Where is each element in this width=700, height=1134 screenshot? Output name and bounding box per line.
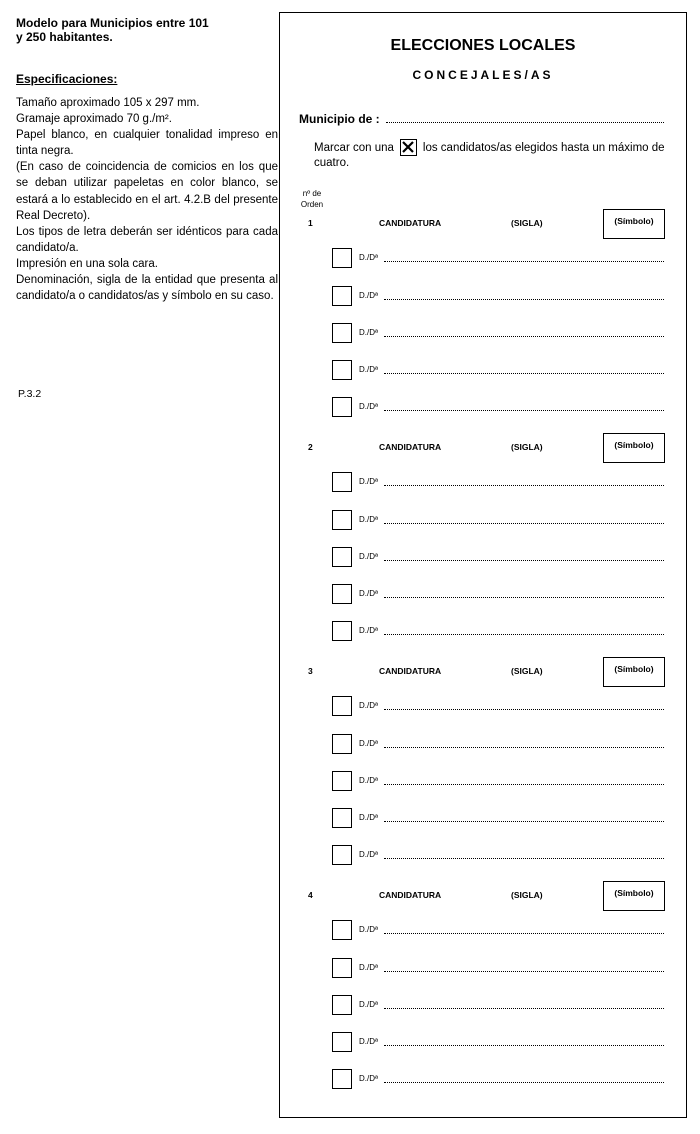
candidatura-group-4 — [280, 881, 686, 1101]
candidate-row — [332, 323, 665, 343]
order-header-line: Orden — [300, 200, 324, 209]
candidate-checkbox[interactable] — [332, 696, 352, 716]
candidatura-label: CANDIDATURA — [379, 218, 442, 228]
candidate-label: D./Dª — [359, 365, 378, 374]
candidatura-label: CANDIDATURA — [379, 442, 442, 452]
sigla-label: (SIGLA) — [511, 218, 543, 228]
candidate-checkbox[interactable] — [332, 360, 352, 380]
candidate-checkbox[interactable] — [332, 995, 352, 1015]
spec-paragraph: Gramaje aproximado 70 g./m². — [16, 113, 172, 126]
candidate-name-line — [384, 933, 664, 934]
model-title: Modelo para Municipios entre 101 y 250 habitantes. — [16, 16, 209, 44]
candidate-name-line — [384, 1008, 664, 1009]
order-header-line: nº de — [302, 189, 322, 198]
marking-instruction — [314, 139, 684, 170]
candidate-label: D./Dª — [359, 739, 378, 748]
candidate-name-line — [384, 373, 664, 374]
candidate-row — [332, 472, 665, 492]
x-mark-icon — [400, 139, 417, 156]
candidatura-group-2 — [280, 433, 686, 653]
candidate-label: D./Dª — [359, 776, 378, 785]
symbol-box: (Símbolo) — [603, 657, 665, 687]
candidatura-group-3 — [280, 657, 686, 877]
sigla-label: (SIGLA) — [511, 442, 543, 452]
candidate-row — [332, 547, 665, 567]
spec-paragraph: Papel blanco, en cualquier tonalidad impreso en tinta negra. — [16, 129, 278, 158]
candidate-checkbox[interactable] — [332, 920, 352, 940]
candidate-checkbox[interactable] — [332, 808, 352, 828]
candidate-label: D./Dª — [359, 328, 378, 337]
candidate-label: D./Dª — [359, 1037, 378, 1046]
candidate-label: D./Dª — [359, 813, 378, 822]
candidate-row — [332, 286, 665, 306]
candidate-checkbox[interactable] — [332, 584, 352, 604]
candidate-checkbox[interactable] — [332, 958, 352, 978]
spec-paragraph: (En caso de coincidencia de comicios en los que se deban utilizar papeletas en color blanco, se estará a lo establecido en el art. 4.2.B del presente Real Decreto). — [16, 161, 278, 222]
specifications-heading: Especificaciones: — [16, 72, 118, 86]
candidate-name-line — [384, 485, 664, 486]
candidate-checkbox[interactable] — [332, 286, 352, 306]
candidate-label: D./Dª — [359, 477, 378, 486]
candidate-name-line — [384, 1045, 664, 1046]
group-order-number: 3 — [308, 666, 313, 676]
candidate-name-line — [384, 747, 664, 748]
candidate-row — [332, 845, 665, 865]
candidate-name-line — [384, 634, 664, 635]
candidate-row — [332, 510, 665, 530]
candidate-name-line — [384, 784, 664, 785]
candidate-checkbox[interactable] — [332, 845, 352, 865]
candidate-name-line — [384, 1082, 664, 1083]
candidate-label: D./Dª — [359, 1074, 378, 1083]
candidate-name-line — [384, 523, 664, 524]
candidate-checkbox[interactable] — [332, 510, 352, 530]
candidate-label: D./Dª — [359, 925, 378, 934]
candidate-name-line — [384, 709, 664, 710]
candidate-label: D./Dª — [359, 850, 378, 859]
candidate-label: D./Dª — [359, 626, 378, 635]
candidatura-label: CANDIDATURA — [379, 890, 442, 900]
candidate-row — [332, 808, 665, 828]
candidate-checkbox[interactable] — [332, 771, 352, 791]
candidate-row — [332, 734, 665, 754]
candidatura-label: CANDIDATURA — [379, 666, 442, 676]
candidate-label: D./Dª — [359, 963, 378, 972]
candidate-row — [332, 920, 665, 940]
candidate-label: D./Dª — [359, 589, 378, 598]
candidate-name-line — [384, 971, 664, 972]
candidate-checkbox[interactable] — [332, 323, 352, 343]
candidate-name-line — [384, 597, 664, 598]
candidate-row — [332, 1069, 665, 1089]
candidate-name-line — [384, 261, 664, 262]
municipio-dotted-line — [386, 122, 664, 123]
candidate-row — [332, 1032, 665, 1052]
candidate-row — [332, 958, 665, 978]
candidate-checkbox[interactable] — [332, 547, 352, 567]
group-order-number: 4 — [308, 890, 313, 900]
symbol-box: (Símbolo) — [603, 433, 665, 463]
candidate-row — [332, 397, 665, 417]
sigla-label: (SIGLA) — [511, 890, 543, 900]
instruction-text-after: los candidatos/as elegidos hasta un máximo de cuatro. — [314, 142, 665, 169]
spec-paragraph: Los tipos de letra deberán ser idénticos para cada candidato/a. — [16, 225, 278, 254]
candidate-label: D./Dª — [359, 701, 378, 710]
sigla-label: (SIGLA) — [511, 666, 543, 676]
reference-code: P.3.2 — [18, 388, 42, 400]
group-order-number: 2 — [308, 442, 313, 452]
ballot-subtitle: CONCEJALES/AS — [412, 68, 554, 82]
candidate-row — [332, 584, 665, 604]
candidate-label: D./Dª — [359, 253, 378, 262]
candidate-checkbox[interactable] — [332, 621, 352, 641]
ballot-title: ELECCIONES LOCALES — [390, 37, 576, 54]
candidate-row — [332, 621, 665, 641]
candidate-label: D./Dª — [359, 291, 378, 300]
candidate-label: D./Dª — [359, 1000, 378, 1009]
candidate-checkbox[interactable] — [332, 1032, 352, 1052]
candidate-name-line — [384, 821, 664, 822]
candidate-name-line — [384, 299, 664, 300]
candidate-checkbox[interactable] — [332, 397, 352, 417]
candidate-checkbox[interactable] — [332, 248, 352, 268]
municipio-label: Municipio de : — [299, 112, 380, 126]
candidate-name-line — [384, 410, 664, 411]
candidate-row — [332, 995, 665, 1015]
instruction-text-before: Marcar con una — [314, 142, 394, 154]
candidate-checkbox[interactable] — [332, 734, 352, 754]
spec-paragraph: Impresión en una sola cara. — [16, 257, 158, 270]
ballot-frame — [279, 12, 687, 1118]
candidate-label: D./Dª — [359, 552, 378, 561]
symbol-box: (Símbolo) — [603, 209, 665, 239]
spec-paragraph: Tamaño aproximado 105 x 297 mm. — [16, 97, 200, 109]
order-number-header — [294, 188, 330, 210]
spec-paragraph: Denominación, sigla de la entidad que presenta al candidato/a o candidatos/as y símbolo en su caso. — [16, 274, 278, 303]
candidate-row — [332, 771, 665, 791]
candidate-name-line — [384, 560, 664, 561]
candidate-label: D./Dª — [359, 402, 378, 411]
candidate-checkbox[interactable] — [332, 472, 352, 492]
candidate-row — [332, 696, 665, 716]
candidate-row — [332, 248, 665, 268]
candidatura-group-1 — [280, 209, 686, 429]
candidate-label: D./Dª — [359, 515, 378, 524]
candidate-row — [332, 360, 665, 380]
group-order-number: 1 — [308, 218, 313, 228]
symbol-box: (Símbolo) — [603, 881, 665, 911]
candidate-checkbox[interactable] — [332, 1069, 352, 1089]
specifications-text — [16, 95, 278, 304]
candidate-name-line — [384, 858, 664, 859]
candidate-name-line — [384, 336, 664, 337]
